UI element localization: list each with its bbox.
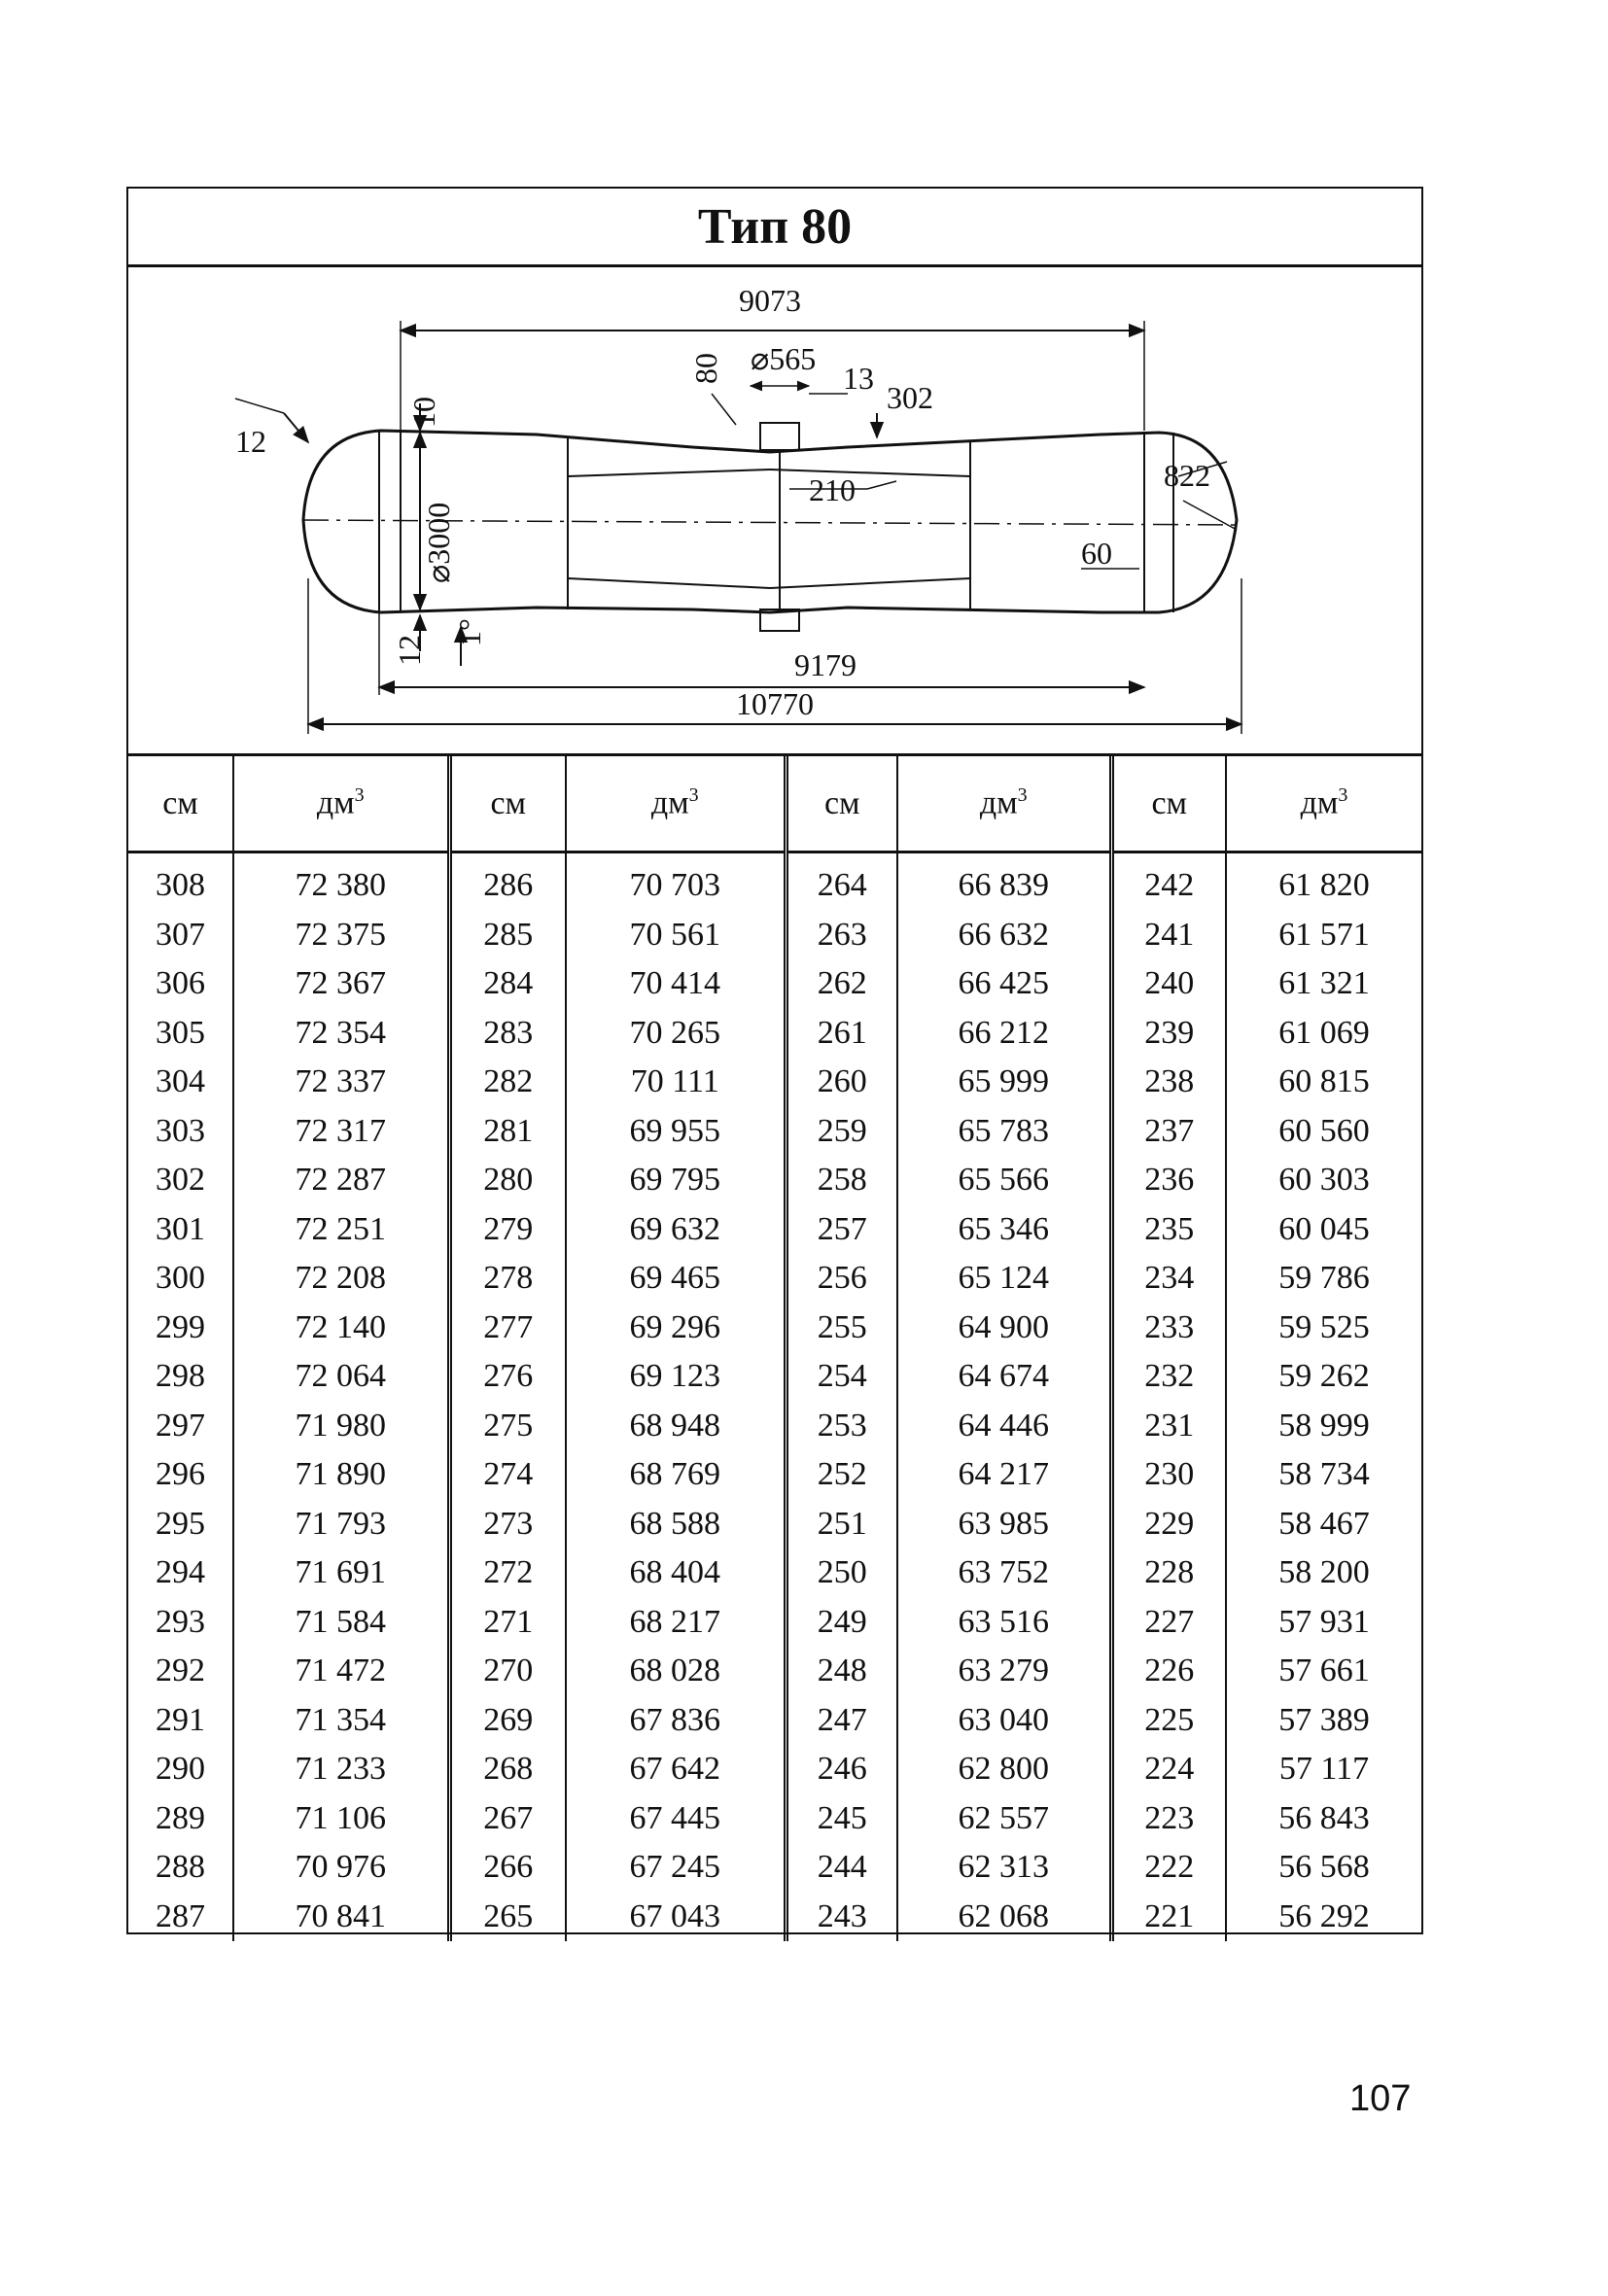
volume-cell: 62 800 [897, 1745, 1111, 1794]
table-row [128, 1254, 1421, 1304]
height-cell: 294 [128, 1548, 233, 1598]
height-cell: 257 [786, 1205, 897, 1255]
height-cell: 302 [128, 1156, 233, 1205]
volume-cell: 68 028 [566, 1647, 786, 1696]
header-dm3: $дм^3$ [1226, 756, 1421, 852]
height-cell: 228 [1111, 1548, 1226, 1598]
table-row [128, 1794, 1421, 1844]
volume-cell: 64 674 [897, 1352, 1111, 1402]
volume-cell: 61 069 [1278, 1014, 1370, 1051]
height-cell: 244 [786, 1843, 897, 1893]
volume-cell: 68 588 [566, 1500, 786, 1549]
volume-cell: 70 703 [566, 852, 786, 911]
volume-cell: 66 425 [897, 959, 1111, 1009]
height-cell: 239 [1111, 1009, 1226, 1059]
table-row [128, 1156, 1421, 1205]
volume-cell: 59 525 [1278, 1308, 1370, 1345]
dim-12-bottom: 12 [392, 635, 427, 666]
height-cell: 229 [1111, 1500, 1226, 1549]
table-row [128, 1304, 1421, 1353]
volume-cell: 71 584 [233, 1598, 449, 1648]
volume-cell: 63 752 [897, 1548, 1111, 1598]
table-row [128, 1205, 1421, 1255]
volume-cell: 57 661 [1278, 1652, 1370, 1689]
height-cell: 289 [128, 1794, 233, 1844]
height-cell: 303 [128, 1107, 233, 1157]
table-row [128, 1893, 1421, 1942]
height-cell: 252 [786, 1450, 897, 1500]
volume-cell: 66 212 [897, 1009, 1111, 1059]
tank-drawing [128, 267, 1421, 756]
height-cell: 245 [786, 1794, 897, 1844]
height-cell: 284 [449, 959, 566, 1009]
height-cell: 287 [128, 1893, 233, 1942]
volume-cell: 58 999 [1278, 1407, 1370, 1444]
height-cell: 272 [449, 1548, 566, 1598]
volume-cell: 66 839 [897, 852, 1111, 911]
height-cell: 243 [786, 1893, 897, 1942]
volume-cell: 67 445 [566, 1794, 786, 1844]
height-cell: 233 [1111, 1304, 1226, 1353]
height-cell: 271 [449, 1598, 566, 1648]
volume-cell: 71 106 [233, 1794, 449, 1844]
height-cell: 254 [786, 1352, 897, 1402]
height-cell: 293 [128, 1598, 233, 1648]
height-cell: 258 [786, 1156, 897, 1205]
volume-cell: 61 321 [1278, 965, 1370, 1002]
volume-cell: 56 568 [1278, 1849, 1370, 1886]
volume-cell: 67 836 [566, 1696, 786, 1746]
height-cell: 278 [449, 1254, 566, 1304]
dim-60: 60 [1081, 536, 1112, 571]
height-cell: 267 [449, 1794, 566, 1844]
volume-cell: 57 931 [1278, 1603, 1370, 1640]
height-cell: 238 [1111, 1058, 1226, 1107]
dim-nozzle-diameter: ⌀565 [751, 341, 817, 376]
height-cell: 260 [786, 1058, 897, 1107]
volume-cell: 69 296 [566, 1304, 786, 1353]
height-cell: 308 [128, 852, 233, 911]
height-cell: 247 [786, 1696, 897, 1746]
table-row [128, 1058, 1421, 1107]
volume-cell: 58 734 [1278, 1456, 1370, 1493]
volume-cell: 69 632 [566, 1205, 786, 1255]
volume-cell: 59 786 [1278, 1260, 1370, 1297]
header-cm: см [128, 756, 233, 852]
volume-cell: 72 208 [233, 1254, 449, 1304]
height-cell: 230 [1111, 1450, 1226, 1500]
height-cell: 300 [128, 1254, 233, 1304]
table-row [128, 1843, 1421, 1893]
height-cell: 292 [128, 1647, 233, 1696]
height-cell: 226 [1111, 1647, 1226, 1696]
height-cell: 299 [128, 1304, 233, 1353]
dim-10770: 10770 [736, 686, 814, 721]
volume-cell: 72 375 [233, 911, 449, 960]
height-cell: 285 [449, 911, 566, 960]
height-cell: 235 [1111, 1205, 1226, 1255]
volume-cell: 71 980 [233, 1402, 449, 1451]
page-number: 107 [1349, 2078, 1412, 2119]
volume-cell: 72 367 [233, 959, 449, 1009]
volume-cell: 63 985 [897, 1500, 1111, 1549]
height-cell: 304 [128, 1058, 233, 1107]
volume-cell: 72 337 [233, 1058, 449, 1107]
height-cell: 298 [128, 1352, 233, 1402]
header-cm: см [1111, 756, 1226, 852]
volume-cell: 72 064 [233, 1352, 449, 1402]
height-cell: 288 [128, 1843, 233, 1893]
height-cell: 273 [449, 1500, 566, 1549]
height-cell: 236 [1111, 1156, 1226, 1205]
table-row [128, 1647, 1421, 1696]
height-cell: 305 [128, 1009, 233, 1059]
height-cell: 240 [1111, 959, 1226, 1009]
volume-cell: 60 045 [1278, 1210, 1370, 1247]
volume-cell: 62 068 [897, 1893, 1111, 1942]
volume-cell: 67 043 [566, 1893, 786, 1942]
table-row [128, 1402, 1421, 1451]
volume-cell: 71 354 [233, 1696, 449, 1746]
height-cell: 223 [1111, 1794, 1226, 1844]
table-row [128, 1107, 1421, 1157]
height-cell: 291 [128, 1696, 233, 1746]
volume-cell: 59 262 [1278, 1358, 1370, 1395]
header-cm: см [786, 756, 897, 852]
header-dm3: $дм^3$ [233, 756, 449, 852]
table-row [128, 911, 1421, 960]
height-cell: 290 [128, 1745, 233, 1794]
height-cell: 274 [449, 1450, 566, 1500]
volume-cell: 56 292 [1278, 1897, 1370, 1934]
header-cm: см [449, 756, 566, 852]
tank-table-frame [126, 187, 1423, 1934]
height-cell: 251 [786, 1500, 897, 1549]
table-row [128, 1352, 1421, 1402]
table-row [128, 1598, 1421, 1648]
volume-cell: 58 200 [1278, 1554, 1370, 1591]
volume-cell: 60 560 [1278, 1112, 1370, 1149]
height-cell: 234 [1111, 1254, 1226, 1304]
height-cell: 256 [786, 1254, 897, 1304]
table-row [128, 1500, 1421, 1549]
volume-cell: 70 561 [566, 911, 786, 960]
height-cell: 227 [1111, 1598, 1226, 1648]
volume-cell: 67 642 [566, 1745, 786, 1794]
height-cell: 224 [1111, 1745, 1226, 1794]
volume-cell: 63 516 [897, 1598, 1111, 1648]
dim-302: 302 [887, 380, 933, 415]
volume-cell: 71 233 [233, 1745, 449, 1794]
height-cell: 225 [1111, 1696, 1226, 1746]
volume-cell: 68 769 [566, 1450, 786, 1500]
volume-cell: 60 815 [1278, 1063, 1370, 1100]
volume-cell: 72 287 [233, 1156, 449, 1205]
volume-cell: 62 313 [897, 1843, 1111, 1893]
height-cell: 283 [449, 1009, 566, 1059]
height-cell: 249 [786, 1598, 897, 1648]
height-cell: 268 [449, 1745, 566, 1794]
height-cell: 222 [1111, 1843, 1226, 1893]
volume-cell: 71 691 [233, 1548, 449, 1598]
height-cell: 231 [1111, 1402, 1226, 1451]
volume-cell: 72 251 [233, 1205, 449, 1255]
height-cell: 255 [786, 1304, 897, 1353]
volume-cell: 70 111 [566, 1058, 786, 1107]
volume-cell: 65 124 [897, 1254, 1111, 1304]
height-cell: 296 [128, 1450, 233, 1500]
height-cell: 295 [128, 1500, 233, 1549]
volume-cell: 69 955 [566, 1107, 786, 1157]
height-cell: 264 [786, 852, 897, 911]
height-cell: 286 [449, 852, 566, 911]
height-cell: 265 [449, 1893, 566, 1942]
height-cell: 281 [449, 1107, 566, 1157]
height-cell: 277 [449, 1304, 566, 1353]
volume-cell: 70 414 [566, 959, 786, 1009]
height-cell: 297 [128, 1402, 233, 1451]
volume-cell: 65 783 [897, 1107, 1111, 1157]
height-cell: 270 [449, 1647, 566, 1696]
height-cell: 250 [786, 1548, 897, 1598]
volume-cell: 58 467 [1278, 1505, 1370, 1542]
volume-cell: 61 820 [1278, 867, 1370, 904]
page-title: Тип 80 [128, 189, 1421, 267]
dim-slope: 1° [452, 618, 487, 646]
height-cell: 259 [786, 1107, 897, 1157]
dim-diameter: ⌀3000 [421, 502, 456, 583]
volume-cell: 64 217 [897, 1450, 1111, 1500]
height-cell: 276 [449, 1352, 566, 1402]
height-cell: 248 [786, 1647, 897, 1696]
height-cell: 232 [1111, 1352, 1226, 1402]
height-cell: 306 [128, 959, 233, 1009]
volume-cell: 68 217 [566, 1598, 786, 1648]
volume-cell: 57 389 [1278, 1701, 1370, 1738]
dim-12-top: 12 [235, 424, 266, 459]
volume-cell: 63 279 [897, 1647, 1111, 1696]
volume-cell: 69 795 [566, 1156, 786, 1205]
table-row [128, 1009, 1421, 1059]
volume-cell: 71 890 [233, 1450, 449, 1500]
header-dm3: $дм^3$ [897, 756, 1111, 852]
dim-13: 13 [843, 361, 874, 396]
volume-cell: 56 843 [1278, 1799, 1370, 1836]
dim-9179: 9179 [794, 647, 856, 682]
volume-cell: 57 117 [1278, 1751, 1370, 1788]
height-cell: 275 [449, 1402, 566, 1451]
dim-10: 10 [406, 397, 441, 428]
height-cell: 301 [128, 1205, 233, 1255]
volume-cell: 65 566 [897, 1156, 1111, 1205]
volume-cell: 70 976 [233, 1843, 449, 1893]
volume-cell: 63 040 [897, 1696, 1111, 1746]
dim-822: 822 [1164, 458, 1210, 493]
volume-cell: 67 245 [566, 1843, 786, 1893]
height-cell: 307 [128, 911, 233, 960]
volume-table [128, 756, 1421, 1941]
table-row [128, 1450, 1421, 1500]
height-cell: 246 [786, 1745, 897, 1794]
volume-cell: 70 841 [233, 1893, 449, 1942]
volume-cell: 61 571 [1278, 916, 1370, 953]
height-cell: 266 [449, 1843, 566, 1893]
height-cell: 221 [1111, 1893, 1226, 1942]
height-cell: 237 [1111, 1107, 1226, 1157]
table-body [128, 852, 1421, 1942]
volume-cell: 72 380 [233, 852, 449, 911]
height-cell: 279 [449, 1205, 566, 1255]
height-cell: 241 [1111, 911, 1226, 960]
volume-cell: 70 265 [566, 1009, 786, 1059]
volume-cell: 72 317 [233, 1107, 449, 1157]
header-dm3: $дм^3$ [566, 756, 786, 852]
volume-cell: 66 632 [897, 911, 1111, 960]
volume-cell: 72 140 [233, 1304, 449, 1353]
tank-schematic [128, 267, 1421, 753]
height-cell: 242 [1111, 852, 1226, 911]
volume-cell: 64 900 [897, 1304, 1111, 1353]
table-header-row [128, 756, 1421, 852]
table-row [128, 1745, 1421, 1794]
volume-cell: 71 472 [233, 1647, 449, 1696]
volume-cell: 62 557 [897, 1794, 1111, 1844]
volume-cell: 69 465 [566, 1254, 786, 1304]
height-cell: 269 [449, 1696, 566, 1746]
table-row [128, 1548, 1421, 1598]
height-cell: 261 [786, 1009, 897, 1059]
dim-80: 80 [688, 353, 723, 384]
volume-cell: 68 404 [566, 1548, 786, 1598]
dim-9073: 9073 [739, 283, 801, 318]
volume-cell: 71 793 [233, 1500, 449, 1549]
volume-cell: 64 446 [897, 1402, 1111, 1451]
volume-cell: 60 303 [1278, 1162, 1370, 1199]
volume-cell: 72 354 [233, 1009, 449, 1059]
height-cell: 263 [786, 911, 897, 960]
height-cell: 262 [786, 959, 897, 1009]
table-row [128, 959, 1421, 1009]
table-row [128, 1696, 1421, 1746]
table-row [128, 852, 1421, 911]
volume-cell: 68 948 [566, 1402, 786, 1451]
height-cell: 282 [449, 1058, 566, 1107]
volume-cell: 69 123 [566, 1352, 786, 1402]
volume-cell: 65 346 [897, 1205, 1111, 1255]
height-cell: 280 [449, 1156, 566, 1205]
dim-210: 210 [809, 472, 856, 507]
height-cell: 253 [786, 1402, 897, 1451]
volume-cell: 65 999 [897, 1058, 1111, 1107]
